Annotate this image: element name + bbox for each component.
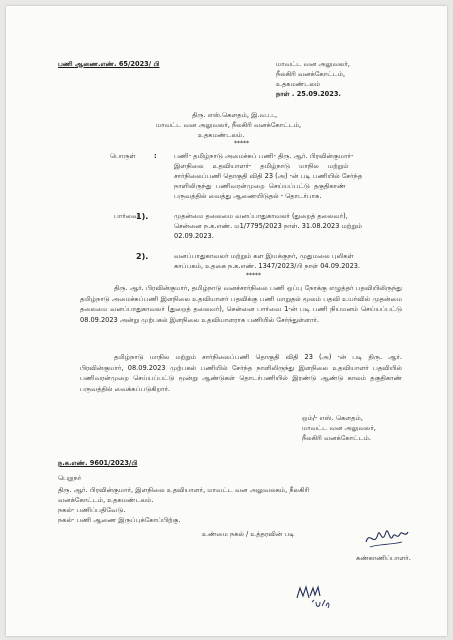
signoff-line-2: மாவட்ட வன அலுவலர், xyxy=(302,424,376,432)
reference-2-number: 2). xyxy=(136,252,149,261)
signoff-line-1: ஒம்/- எஸ். கௌதம், xyxy=(302,414,363,422)
subject-colon: : xyxy=(154,152,157,160)
subject-line-5: பருவத்தில் வைத்து ஆணையிடுதல் - தொடர்பாக. xyxy=(174,192,322,200)
body-paragraph-2: தமிழ்நாடு மாநில மற்றும் சார்நிலைப்பணி தொகுதி விதி 23 (அ) -ன் படி திரு. ஆர். பிரவின்குமார், 08.09.2023 முற்பகல் பணியில் சேர்ந்த நாளிலிருந்து இளநிலை உதவியாளர் பதவியில் பணிவரன்முறை செய்யப்பட்டு மூன்று ஆண்டுகள் தொடர்பணியில் இரண்டு ஆண்டு காலம் தகுதிகாண் பருவத்தில் வைக்கப்படுகிறார். xyxy=(80,353,402,393)
subject-line-1: பணி- தமிழ்நாடு அமைச்சுப் பணி- திரு. ஆர். பிரவின்குமார்- xyxy=(174,152,354,160)
header-office-line-1: மாவட்ட வன அலுவலர், xyxy=(276,60,350,68)
signoff-line-3: நீலகிரி வனக்கோட்டம். xyxy=(302,434,372,442)
recipient-line-1: திரு. ஆர். பிரவின்குமார், இளநிலை உதவியாளர், மாவட்ட வன அலுவலகம், நீலகிரி xyxy=(58,486,310,494)
superintendent-signature xyxy=(362,520,410,554)
subject-label: பொருள் xyxy=(110,152,136,160)
subject-line-4: நாளிலிருந்து பணிவரன்முறை செய்யப்பட்டு தகுதிகாண் xyxy=(174,182,346,190)
body-paragraph-1: திரு. ஆர். பிரவின்குமார், தமிழ்நாடு வனச்சார்நிலை பணி ஒப்பு நோக்கு எழுத்தர் பதவியிலிருந்து தமிழ்நாடு அமைச்சுப்பணி இளநிலை உதவியாளர் பதவிக்கு பணி மாறுதல் மூலம் பதவி உயர்வில் முதன்மை தலைமை வனப்பாதுகாவலர் (துறைத் தலைவர்), சென்னை பார்வை 1-ன் படி பணி நியமனம் செய்யப்பட்டு 08.09.2023 அன்று முற்பகல் இளநிலை உதவியாளராக பணியில் சேர்ந்துள்ளார். xyxy=(80,284,402,324)
officer-line-1: திரு. எஸ்.கௌதம், இ.வ.ப., xyxy=(192,111,278,119)
reference-2-line-1: வனப்பாதுகாவலர் மற்றும் கள இயக்குநர், முதுமலை புலிகள் xyxy=(174,252,354,260)
order-reference: பணி ஆணை.எண். 65/2023/ பி xyxy=(58,60,160,68)
reference-1-line-3: 02.09.2023. xyxy=(174,232,214,240)
references-label: பார்வை xyxy=(114,212,139,220)
true-copy-line: உண்மை நகல் / உத்தரவின் படி xyxy=(202,530,295,538)
reference-2-line-2: காப்பகம், உதகை ந.க.எண். 1347/2023/பி நாள் 04.09.2023. xyxy=(174,262,361,270)
separator-stars-2: ***** xyxy=(246,272,261,279)
subject-line-3: சார்நிலைப்பணி தொகுதி விதி 23 (அ) -ன் படி பணியில் சேர்ந்த xyxy=(174,172,363,180)
subject-line-2: இளநிலை உதவியாளர்- தமிழ்நாடு மாநில மற்றும் xyxy=(174,162,349,170)
recipients-label: பெறுநர் xyxy=(58,474,82,482)
officer-line-3: உதகமண்டலம். xyxy=(198,131,245,139)
handwritten-initials xyxy=(294,580,334,614)
header-office-line-3: உதகமண்டலம் xyxy=(276,80,321,88)
officer-line-2: மாவட்ட வன அலுவலர், நீலகிரி வனக்கோட்டம், xyxy=(156,121,302,129)
reference-1-line-1: முதன்மை தலைமை வனப்பாதுகாவலர் (துறைத் தலைவர்), xyxy=(174,212,348,220)
copy-to-order-file: நகல்- பணி ஆணை இருப்புக்கோப்பிற்கு. xyxy=(58,516,181,524)
recipient-line-2: வனக்கோட்டம், உதகமண்டலம். xyxy=(58,496,154,504)
document-page xyxy=(6,6,447,636)
reference-1-number: 1). xyxy=(136,212,149,221)
order-date: நாள் . 25.09.2023. xyxy=(276,90,341,98)
copy-to-service-register: நகல்- பணிப்பதிவேடு. xyxy=(58,506,126,514)
superintendent-title: கண்காணிப்பாளர். xyxy=(356,554,411,562)
separator-stars: ***** xyxy=(234,140,249,147)
copy-reference: ந.க.எண். 9601/2023/பி xyxy=(58,459,138,467)
header-office-line-2: நீலகிரி வனக்கோட்டம், xyxy=(276,70,346,78)
reference-1-line-2: சென்னை ந.க.எண். ம1/7795/2023 நாள். 31.08.2023 மற்றும் xyxy=(174,222,363,230)
